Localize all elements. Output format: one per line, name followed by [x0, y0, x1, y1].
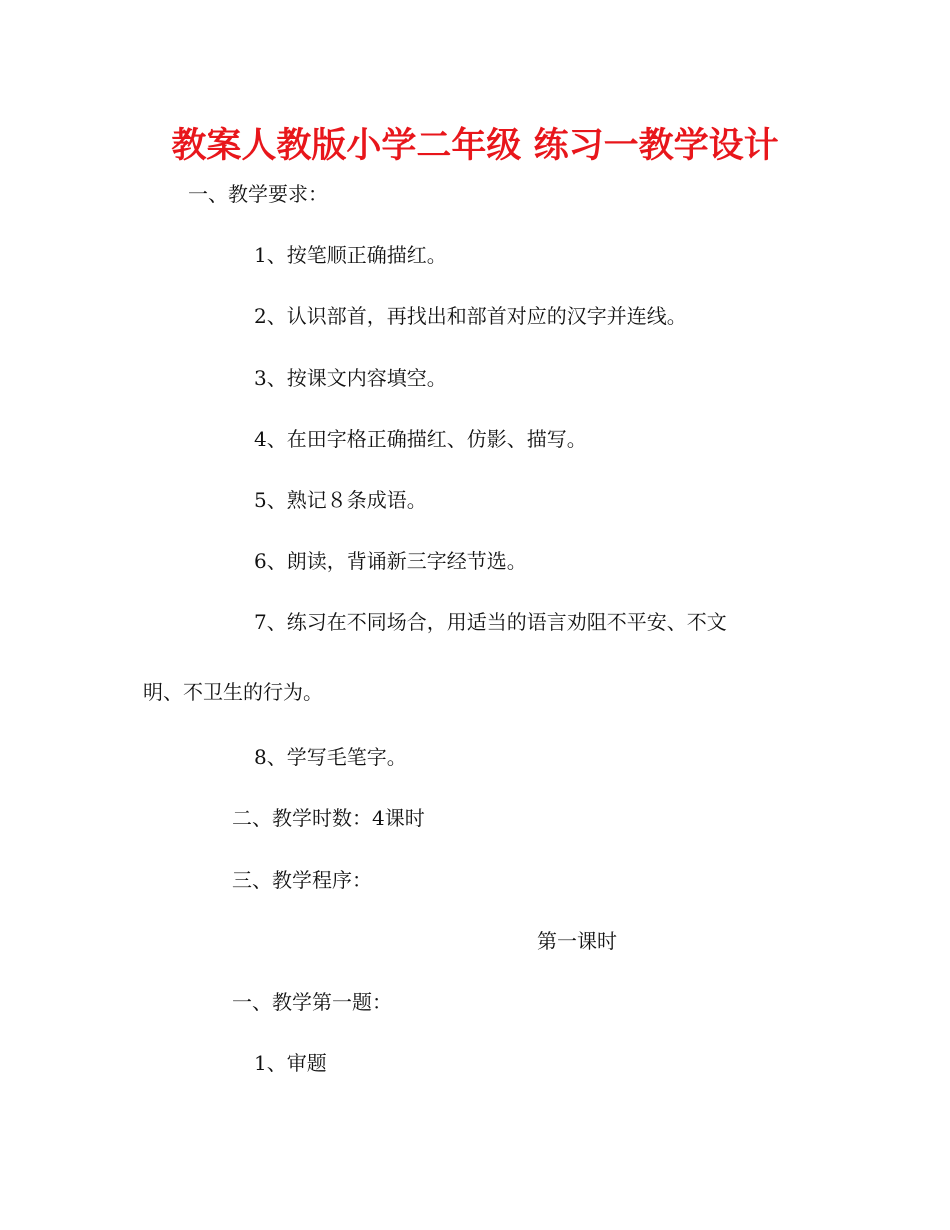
question-1-heading: 一、教学第一题： — [232, 990, 392, 1014]
requirement-item-8: 8、学写毛笔字。 — [254, 745, 407, 769]
requirement-item-1: 1、按笔顺正确描红。 — [254, 243, 447, 267]
section-heading-hours: 二、教学时数：4课时 — [232, 806, 425, 830]
requirement-item-2: 2、认识部首，再找出和部首对应的汉字并连线。 — [254, 304, 687, 328]
section-heading-requirements: 一、教学要求： — [188, 182, 328, 206]
question-1-step-1: 1、审题 — [254, 1051, 327, 1075]
section-heading-procedure: 三、教学程序： — [232, 868, 372, 892]
requirement-item-3: 3、按课文内容填空。 — [254, 366, 447, 390]
requirement-item-7: 7、练习在不同场合，用适当的语言劝阻不平安、不文 — [254, 610, 727, 634]
document-title: 教案人教版小学二年级 练习一教学设计 — [171, 126, 779, 166]
requirement-item-4: 4、在田字格正确描红、仿影、描写。 — [254, 427, 587, 451]
requirement-item-5: 5、熟记８条成语。 — [254, 488, 427, 512]
requirement-item-7-continuation: 明、不卫生的行为。 — [143, 680, 323, 704]
requirement-item-6: 6、朗读，背诵新三字经节选。 — [254, 549, 527, 573]
lesson-heading: 第一课时 — [537, 929, 617, 953]
